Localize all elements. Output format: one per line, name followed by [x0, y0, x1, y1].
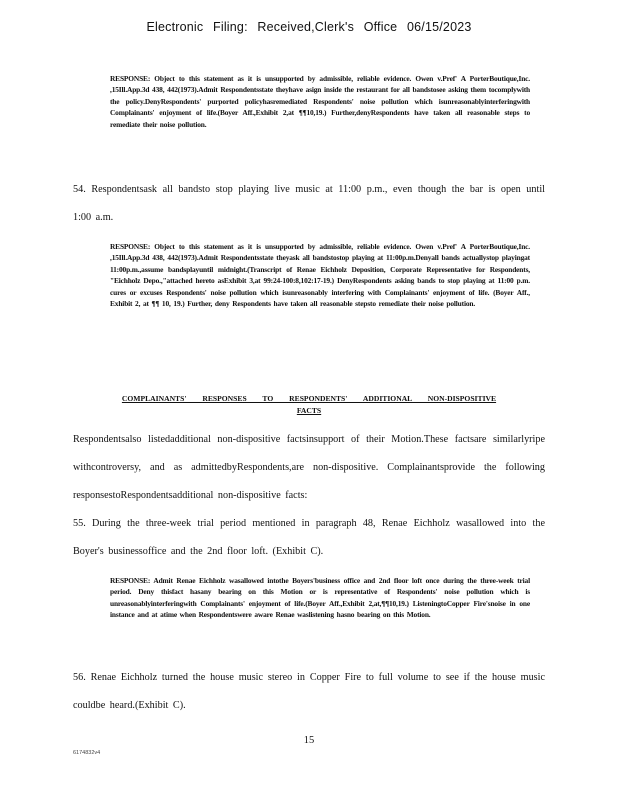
document-id: 6174832v4 [73, 750, 101, 756]
paragraph-54: 54. Respondentsask all bandsto stop playing live music at 11:00 p.m., even though the bar is open until 1:00 a.m. [73, 184, 545, 223]
filing-stamp-header: Electronic Filing: Received,Clerk's Office 06/15/2023 [146, 20, 472, 34]
response-block-1: RESPONSE: Object to this statement as it is unsupported by admissible, reliable evidence. Owen v.Pref' A PorterBoutique,Inc. ,15Ill.App.3d 438, 442(1973).Admit Respondentsstate theyhave asign inside the restaurant for all bandstosee asking them tocomplywith the policy.DenyRespondents' purported policyhasremediated Respondents' noise pollution which isunreasonablyinterferingwith Complainants' enjoyment of life.(Boyer Aff.,Exhibit 2,at ¶¶10,19.) Further,denyRespondents have taken all reasonable steps to remediate their noise pollution. [110, 74, 530, 129]
page-number: 15 [303, 735, 315, 746]
section-heading: COMPLAINANTS' RESPONSES TO RESPONDENTS' ADDITIONAL NON-DISPOSITIVE FACTS [121, 394, 497, 415]
paragraph-55: 55. During the three-week trial period mentioned in paragraph 48, Renae Eichholz wasallowed into the Boyer's businessoffice and the 2nd floor loft. (Exhibit C). [73, 518, 545, 557]
intro-paragraph: Respondentsalso listedadditional non-dispositive factsinsupport of their Motion.These factsare similarlyripe withcontroversy, and as admittedbyRespondents,are non-dispositive. Complainantsprovide the following responsestoRespondentsadditional non-dispositive facts: [73, 434, 545, 501]
response-block-2: RESPONSE: Object to this statement as it is unsupported by admissible, reliable evidence. Owen v.Pref' A PorterBoutique,Inc. ,15Ill.App.3d 438, 442(1973).Admit Respondentsstate theyask all bandstostop playing at 11:00p.m.Denyall bands actuallystop playingat 11:00p.m.,assume bandsplayuntil midnight.(Transcript of Renae Eichholz Deposition, Corporate Representative for Respondents, "Eichholz Depo.,"attached hereto asExhibit 3,at 99:24-100:8,102:17-19.) DenyRespondents asking bands to stop playing at 11:00 p.m. cures or excuses Respondents' noise pollution which isunreasonably interfering with Complainants' enjoyment of life. (Boyer Aff., Exhibit 2, at ¶¶ 10, 19.) Further, deny Respondents have taken all reasonable stepsto remediate their noise pollution. [110, 242, 530, 309]
paragraph-56: 56. Renae Eichholz turned the house music stereo in Copper Fire to full volume to see if the house music couldbe heard.(Exhibit C). [73, 672, 545, 711]
response-block-3: RESPONSE: Admit Renae Eichholz wasallowed intothe Boyers'business office and 2nd floor loft once during the three-week trial period. Deny thisfact hasany bearing on this Motion or is representative of Respondents' noise pollution which is unreasonablyinterferingwith Complainants' enjoyment of life.(Boyer Aff.,Exhibit 2,at,¶¶10,19.) ListeningtoCopper Fire'snoise in one instance and at atime when Respondentswere aware Renae waslistening hasno bearing on this Motion. [110, 576, 530, 620]
